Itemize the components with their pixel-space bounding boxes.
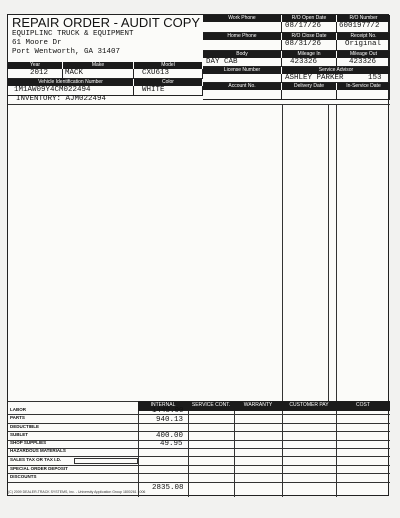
- totals-row-label: PARTS: [10, 415, 25, 420]
- totals-row-internal: 400.00: [156, 432, 184, 440]
- ro-close-date-value: 08/31/26: [282, 40, 337, 51]
- totals-row-label: SUBLET: [10, 432, 28, 437]
- totals-col-customer-pay: CUSTOMER PAY: [289, 402, 329, 408]
- repair-order-form: [7, 14, 389, 496]
- account-no-label: Account No.: [203, 83, 281, 90]
- totals-col-service-contract: SERVICE CONT.: [191, 402, 231, 408]
- work-phone-label: Work Phone: [203, 15, 281, 22]
- vin-label: Vehicle Identification Number: [8, 79, 133, 86]
- in-service-date-label: In-Service Date: [337, 83, 390, 90]
- ro-open-date-label: R/O Open Date: [282, 15, 336, 22]
- receipt-no-label: Receipt No.: [337, 33, 390, 40]
- color-label: Color: [134, 79, 202, 86]
- totals-row-label: SPECIAL ORDER DEPOSIT: [10, 466, 68, 471]
- delivery-date-cell: [282, 90, 337, 100]
- totals-row-label: DISCOUNTS: [10, 474, 37, 479]
- customer-name: EQUIPLINC TRUCK & EQUIPMENT: [12, 30, 134, 38]
- receipt-no-value: Original: [337, 40, 390, 51]
- mileage-in-label: Mileage In: [282, 51, 336, 58]
- home-phone-cell: [203, 40, 282, 51]
- totals-col-cost: COST: [356, 402, 370, 408]
- customer-address-line-1: 61 Moore Dr: [12, 39, 62, 47]
- inventory-line: INVENTORY: AJM022494: [16, 95, 107, 103]
- vin-value: 1M1AW09Y4CM022494: [8, 86, 134, 96]
- delivery-date-label: Delivery Date: [282, 83, 336, 90]
- body-value: DAY CAB: [203, 58, 282, 67]
- totals-row-label: LABOR: [10, 407, 26, 412]
- totals-col-internal: INTERNAL: [150, 402, 176, 408]
- year-value: 2012: [8, 69, 63, 79]
- footer-copyright: (C) 2009 DEALER-TRACK SYSTEMS, Inc. - University Application Group 1800261 1006: [8, 490, 146, 494]
- account-no-cell: [203, 90, 282, 100]
- service-advisor-label: Service Advisor: [282, 67, 390, 74]
- service-advisor-number: 153: [368, 74, 382, 82]
- totals-row-label: DEDUCTIBLE: [10, 424, 39, 429]
- customer-address-line-2: Port Wentworth, GA 31407: [12, 48, 121, 56]
- work-phone-cell: [203, 22, 282, 33]
- ro-open-date-value: 08/17/26: [282, 22, 337, 33]
- form-title: REPAIR ORDER - AUDIT COPY: [12, 15, 201, 30]
- totals-row-label: SHOP SUPPLIES: [10, 440, 47, 445]
- model-label: Model: [134, 62, 202, 69]
- ro-number-label: R/O Number: [337, 15, 390, 22]
- totals-row-label: HAZARDOUS MATERIALS: [10, 448, 66, 453]
- ro-number-value: 6001977/2: [337, 22, 390, 33]
- mileage-in-value: 423326: [282, 58, 337, 67]
- totals-grand-total-internal: 2835.08: [152, 484, 184, 492]
- ro-close-date-label: R/O Close Date: [282, 33, 336, 40]
- license-number-label: License Number: [203, 67, 281, 74]
- year-label: Year: [8, 62, 62, 69]
- make-value: MACK: [63, 69, 134, 79]
- make-label: Make: [63, 62, 133, 69]
- totals-col-warranty: WARRANTY: [243, 402, 273, 408]
- tax-id-box: [74, 458, 138, 464]
- model-value: CXU613: [134, 69, 203, 79]
- totals-row-label: SALES TAX OR TAX I.D.: [10, 457, 62, 462]
- mileage-out-label: Mileage Out: [337, 51, 390, 58]
- home-phone-label: Home Phone: [203, 33, 281, 40]
- color-value: WHITE: [134, 86, 203, 96]
- service-advisor-value: ASHLEY PARKER: [282, 74, 390, 83]
- in-service-date-cell: [337, 90, 390, 100]
- body-label: Body: [203, 51, 281, 58]
- totals-row-internal: 49.95: [160, 440, 183, 448]
- license-number-cell: [203, 74, 282, 83]
- totals-row-internal: 1445.00: [152, 407, 184, 415]
- mileage-out-value: 423326: [337, 58, 390, 67]
- totals-row-internal: 940.13: [156, 416, 184, 424]
